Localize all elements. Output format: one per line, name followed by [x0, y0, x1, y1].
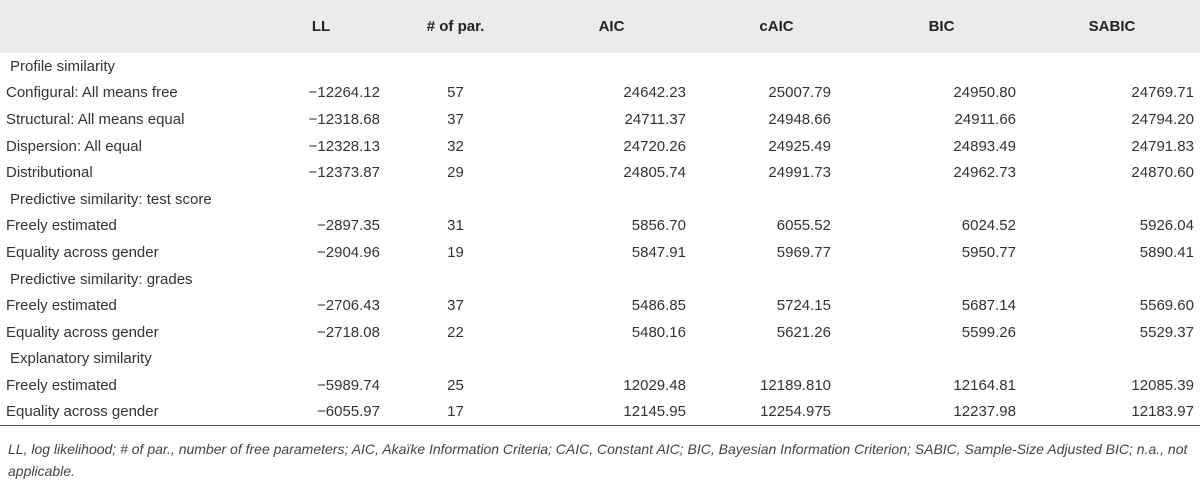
section-row — [0, 346, 1200, 373]
table-row — [0, 292, 1200, 319]
table-row — [0, 372, 1200, 399]
table-row — [0, 319, 1200, 346]
cell-caic: 5969.77 — [776, 243, 831, 261]
cell-ll: −5989.74 — [317, 376, 380, 394]
table-body — [0, 53, 1200, 425]
section-row — [0, 266, 1200, 293]
header-cell-caic: cAIC — [759, 18, 794, 35]
cell-ll: −12373.87 — [308, 164, 380, 182]
cell-aic: 5856.70 — [631, 217, 686, 235]
cell-ll: −12328.13 — [308, 137, 380, 155]
header-cell-bic: BIC — [928, 18, 955, 35]
section-title: Profile similarity — [10, 57, 116, 75]
cell-num-par: 32 — [447, 137, 464, 155]
cell-sabic: 24791.83 — [1131, 137, 1194, 155]
table-row — [0, 133, 1200, 160]
cell-bic: 5687.14 — [961, 297, 1016, 315]
cell-ll: −6055.97 — [260, 399, 382, 426]
cell-caic: 24925.49 — [768, 137, 831, 155]
cell-aic: 24711.37 — [624, 110, 686, 128]
cell-num-par: 29 — [447, 164, 464, 182]
cell-num-par: 19 — [447, 243, 464, 261]
section-title: Predictive similarity: grades — [10, 270, 193, 288]
section-title: Explanatory similarity — [10, 350, 152, 368]
cell-model: Freely estimated — [6, 376, 117, 394]
cell-sabic: 5926.04 — [1139, 217, 1194, 235]
header-cell-model — [0, 0, 260, 53]
cell-ll: −2718.08 — [317, 323, 380, 341]
cell-model: Distributional — [6, 164, 93, 182]
cell-caic: 24948.66 — [768, 110, 831, 128]
cell-aic: 5480.16 — [631, 323, 686, 341]
cell-aic: 5486.85 — [631, 297, 686, 315]
cell-bic: 24911.66 — [954, 110, 1016, 128]
cell-bic: 24950.80 — [953, 84, 1016, 102]
cell-model: Configural: All means free — [6, 84, 178, 102]
cell-sabic: 24769.71 — [1131, 84, 1194, 102]
cell-bic: 12164.81 — [953, 376, 1016, 394]
cell-num-par: 25 — [447, 376, 464, 394]
cell-ll: −12264.12 — [308, 84, 380, 102]
cell-num-par: 22 — [447, 323, 464, 341]
section-title: Predictive similarity: test score — [10, 190, 212, 208]
header-cell-num-par: # of par. — [426, 18, 485, 35]
table-row — [0, 213, 1200, 240]
cell-caic: 12254.975 — [694, 399, 859, 426]
cell-model: Dispersion: All equal — [6, 137, 142, 155]
cell-ll: −2897.35 — [317, 217, 380, 235]
cell-caic: 6055.52 — [776, 217, 831, 235]
cell-aic: 24642.23 — [623, 84, 686, 102]
cell-ll: −12318.68 — [308, 110, 380, 128]
table-row — [0, 239, 1200, 266]
section-row — [0, 186, 1200, 213]
cell-num-par: 37 — [447, 297, 464, 315]
cell-caic: 24991.73 — [768, 164, 831, 182]
table-row — [0, 399, 1200, 426]
cell-bic: 6024.52 — [961, 217, 1016, 235]
cell-aic: 24805.74 — [623, 164, 686, 182]
table-row — [0, 80, 1200, 107]
cell-sabic: 12085.39 — [1131, 376, 1194, 394]
cell-sabic: 5890.41 — [1139, 243, 1194, 261]
cell-num-par: 57 — [447, 84, 464, 102]
table-row — [0, 106, 1200, 133]
header-cell-ll: LL — [311, 18, 331, 35]
cell-num-par: 31 — [447, 217, 464, 235]
cell-aic: 12145.95 — [529, 399, 694, 426]
header-cell-sabic: SABIC — [1088, 18, 1136, 35]
cell-sabic: 5569.60 — [1139, 297, 1194, 315]
cell-ll: −2904.96 — [317, 243, 380, 261]
cell-caic: 5621.26 — [776, 323, 831, 341]
cell-bic: 12237.98 — [859, 399, 1024, 426]
table-row — [0, 159, 1200, 186]
section-row — [0, 53, 1200, 80]
cell-model: Freely estimated — [6, 297, 117, 315]
cell-caic: 12189.810 — [760, 376, 831, 394]
table-footnote: LL, log likelihood; # of par., number of free parameters; AIC, Akaïke Information Criteria; CAIC, Constant AIC; BIC, Bayesian Information Criterion; SABIC, Sample-Size Adjusted BIC; n.a., not applicable. — [8, 440, 1188, 479]
cell-caic: 25007.79 — [768, 84, 831, 102]
cell-aic: 5847.91 — [631, 243, 686, 261]
cell-bic: 5950.77 — [961, 243, 1016, 261]
table-header — [0, 0, 1200, 53]
header-cell-aic: AIC — [598, 18, 625, 35]
cell-num-par: 17 — [382, 399, 529, 426]
cell-model: Equality across gender — [6, 323, 159, 341]
cell-aic: 24720.26 — [623, 137, 686, 155]
cell-model: Structural: All means equal — [6, 110, 185, 128]
cell-model: Freely estimated — [6, 217, 117, 235]
cell-model: Equality across gender — [0, 399, 260, 426]
cell-caic: 5724.15 — [776, 297, 831, 315]
cell-bic: 24893.49 — [953, 137, 1016, 155]
cell-model: Equality across gender — [6, 243, 159, 261]
cell-bic: 24962.73 — [953, 164, 1016, 182]
cell-bic: 5599.26 — [961, 323, 1016, 341]
header-row — [0, 0, 1200, 53]
cell-sabic: 24870.60 — [1131, 164, 1194, 182]
cell-sabic: 12183.97 — [1024, 399, 1200, 426]
cell-num-par: 37 — [447, 110, 464, 128]
cell-sabic: 5529.37 — [1139, 323, 1194, 341]
cell-aic: 12029.48 — [623, 376, 686, 394]
cell-ll: −2706.43 — [317, 297, 380, 315]
cell-sabic: 24794.20 — [1131, 110, 1194, 128]
